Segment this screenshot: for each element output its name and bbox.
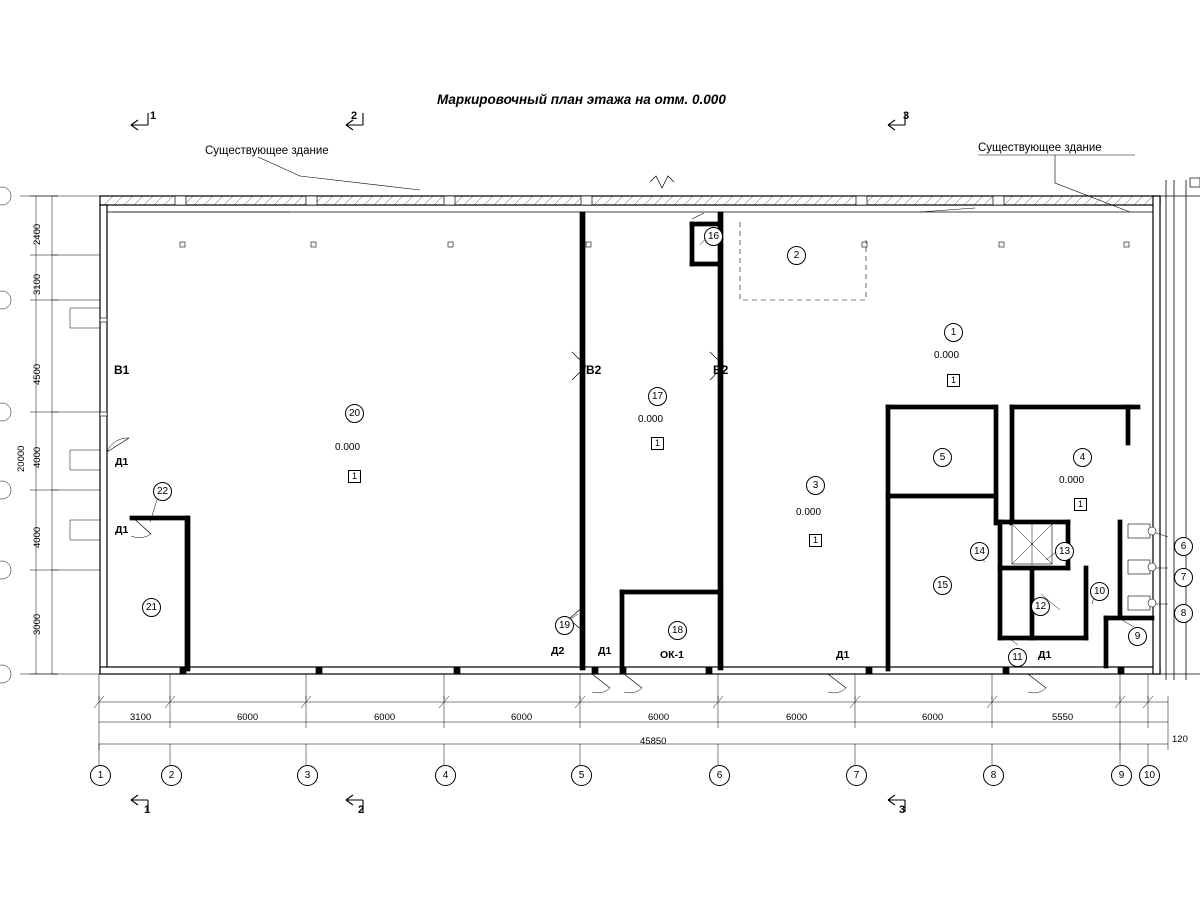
axis-bubble-5: 5 — [571, 765, 592, 786]
door-label-d1-b: Д1 — [115, 524, 129, 536]
room-number-11: 11 — [1008, 648, 1027, 667]
room-number-16: 16 — [704, 227, 723, 246]
dimension-left-2400: 2400 — [32, 223, 43, 245]
axis-bubble-9: 9 — [1111, 765, 1132, 786]
room-17-elevation: 0.000 — [638, 414, 664, 425]
axis-bubble-4: 4 — [435, 765, 456, 786]
room-number-18: 18 — [668, 621, 687, 640]
room-number-20: 20 — [345, 404, 364, 423]
dimension-120: 120 — [1172, 734, 1188, 745]
dimension-6000-f: 6000 — [922, 712, 944, 723]
page-title: Маркировочный план этажа на отм. 0.000 — [437, 92, 726, 107]
room-number-22: 22 — [153, 482, 172, 501]
room-20-finish-mark: 1 — [348, 470, 361, 483]
room-number-8: 8 — [1174, 604, 1193, 623]
note-existing-building-right: Существующее здание — [978, 142, 1102, 154]
section-mark-top-1: 1 — [150, 110, 157, 122]
note-existing-building-left: Существующее здание — [205, 145, 329, 157]
dimension-left-3100: 3100 — [32, 273, 43, 295]
room-number-9: 9 — [1128, 627, 1147, 646]
room-number-7: 7 — [1174, 568, 1193, 587]
dimension-left-4000-b: 4000 — [32, 526, 43, 548]
section-mark-top-3: 3 — [903, 110, 910, 122]
axis-bubble-8: 8 — [983, 765, 1004, 786]
room-number-21: 21 — [142, 598, 161, 617]
zone-label-v1: В1 — [114, 363, 130, 377]
door-label-d2: Д2 — [551, 645, 565, 657]
room-number-1: 1 — [944, 323, 963, 342]
window-label-ok1: ОК-1 — [660, 649, 684, 661]
dimension-left-20000: 20000 — [16, 445, 27, 472]
room-number-10: 10 — [1090, 582, 1109, 601]
room-number-2: 2 — [787, 246, 806, 265]
room-number-14: 14 — [970, 542, 989, 561]
dimension-left-4000-a: 4000 — [32, 446, 43, 468]
room-3-finish-mark: 1 — [809, 534, 822, 547]
room-number-19: 19 — [555, 616, 574, 635]
dimension-6000-e: 6000 — [786, 712, 808, 723]
dimension-6000-a: 6000 — [237, 712, 259, 723]
zone-label-v2-right: В2 — [713, 363, 729, 377]
room-1-elevation: 0.000 — [934, 350, 960, 361]
room-4-elevation: 0.000 — [1059, 475, 1085, 486]
axis-bubble-2: 2 — [161, 765, 182, 786]
door-label-d1-a: Д1 — [115, 456, 129, 468]
axis-bubble-6: 6 — [709, 765, 730, 786]
axis-bubble-3: 3 — [297, 765, 318, 786]
dimension-6000-b: 6000 — [374, 712, 396, 723]
room-number-17: 17 — [648, 387, 667, 406]
axis-bubble-1: 1 — [90, 765, 111, 786]
dimension-3100: 3100 — [130, 712, 152, 723]
door-label-d1-d: Д1 — [836, 649, 850, 661]
room-number-3: 3 — [806, 476, 825, 495]
door-label-d1-e: Д1 — [1038, 649, 1052, 661]
room-number-12: 12 — [1031, 597, 1050, 616]
dimension-6000-d: 6000 — [648, 712, 670, 723]
dimension-left-4500: 4500 — [32, 363, 43, 385]
axis-bubble-10: 10 — [1139, 765, 1160, 786]
section-mark-bottom-3: 3 — [899, 804, 906, 816]
section-mark-top-2: 2 — [351, 110, 358, 122]
room-number-13: 13 — [1055, 542, 1074, 561]
room-1-finish-mark: 1 — [947, 374, 960, 387]
door-label-d1-c: Д1 — [598, 645, 612, 657]
section-mark-bottom-1: 1 — [144, 804, 151, 816]
axis-bubble-7: 7 — [846, 765, 867, 786]
room-number-15: 15 — [933, 576, 952, 595]
room-number-6: 6 — [1174, 537, 1193, 556]
room-20-elevation: 0.000 — [335, 442, 361, 453]
dimension-5550: 5550 — [1052, 712, 1074, 723]
room-number-4: 4 — [1073, 448, 1092, 467]
zone-label-v2-left: В2 — [586, 363, 602, 377]
room-number-5: 5 — [933, 448, 952, 467]
dimension-total: 45850 — [640, 736, 667, 747]
dimension-6000-c: 6000 — [511, 712, 533, 723]
section-mark-bottom-2: 2 — [358, 804, 365, 816]
room-17-finish-mark: 1 — [651, 437, 664, 450]
room-4-finish-mark: 1 — [1074, 498, 1087, 511]
dimension-left-3000: 3000 — [32, 613, 43, 635]
room-3-elevation: 0.000 — [796, 507, 822, 518]
